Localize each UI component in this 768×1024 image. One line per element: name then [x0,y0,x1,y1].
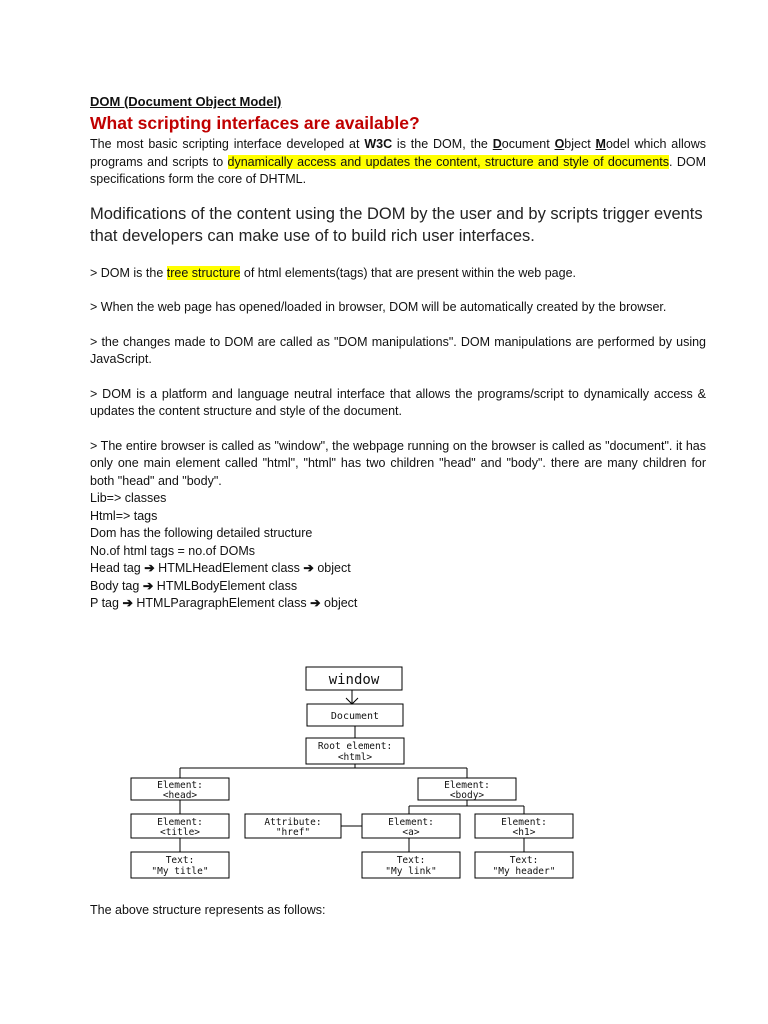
point-window-document: > The entire browser is called as "window", the webpage running on the browser is called as "document". it has only one main element called "html", "html" has two children "head" and "body". there are many children for both "head" and "body". [90,438,706,488]
node-a-line1: Element: [388,817,434,828]
intro-paragraph: The most basic scripting interface developed at W3C is the DOM, the Document Object Model which allows programs and scripts to dynamically access and updates the content, structure and style of documents. DOM specifications form the core of DHTML. [90,137,706,186]
node-attribute-line1: Attribute: [264,817,322,828]
node-a-line2: <a> [402,827,420,838]
node-root-line1: Root element: [317,741,393,752]
point-manipulations: > the changes made to DOM are called as "DOM manipulations". DOM manipulations are performed by using JavaScript. [90,334,706,366]
line-html: Html=> tags [90,508,158,523]
node-text-link-line2: "My link" [385,866,437,877]
node-title-line1: Element: [157,817,203,828]
page-heading: DOM (Document Object Model) [90,94,282,109]
line-head-tag: Head tag ➔ HTMLHeadElement class ➔ object [90,561,351,575]
node-h1-line2: <h1> [512,827,536,838]
node-text-title-line1: Text: [165,855,195,866]
closing-line: The above structure represents as follows: [90,903,326,917]
node-head-line2: <head> [162,790,198,801]
point-loaded: > When the web page has opened/loaded in browser, DOM will be automatically created by the browser. [90,300,667,314]
section-question: What scripting interfaces are available? [90,113,420,133]
arrow-icon: ➔ [122,596,133,610]
node-window-label: window [328,672,380,688]
document-page [90,93,706,613]
line-count: No.of html tags = no.of DOMs [90,543,255,558]
node-body-line1: Element: [444,780,490,791]
node-text-link-line1: Text: [396,855,426,866]
intro-highlight: dynamically access and updates the content, structure and style of documents [227,154,670,169]
arrow-icon: ➔ [144,561,155,575]
line-body-tag: Body tag ➔ HTMLBodyElement class [90,578,298,593]
node-head-line1: Element: [157,780,203,791]
arrow-icon: ➔ [142,578,154,593]
dom-tree-diagram [0,660,768,885]
node-text-title-line2: "My title" [151,866,209,877]
modifications-paragraph: Modifications of the content using the DOM by the user and by scripts trigger events that developers can make use of to build rich user interfaces. [90,204,703,245]
node-attribute-line2: "href" [275,827,311,838]
node-text-header-line1: Text: [509,855,539,866]
line-dom-structure: Dom has the following detailed structure [90,526,313,540]
node-body-line2: <body> [449,790,485,801]
node-text-header-line2: "My header" [492,866,556,877]
arrow-icon: ➔ [310,596,321,610]
line-lib: Lib=> classes [90,491,167,505]
node-title-line2: <title> [159,827,201,838]
point-tree-structure: > DOM is the tree structure of html elements(tags) that are present within the web page. [90,265,577,280]
point-platform-neutral: > DOM is a platform and language neutral interface that allows the programs/script to dynamically access & updates the content structure and style of the document. [90,386,706,418]
node-root-line2: <html> [337,752,373,763]
node-document-label: Document [330,711,380,722]
node-h1-line1: Element: [501,817,547,828]
arrow-icon: ➔ [303,561,314,575]
line-p-tag: P tag ➔ HTMLParagraphElement class ➔ object [90,596,358,610]
